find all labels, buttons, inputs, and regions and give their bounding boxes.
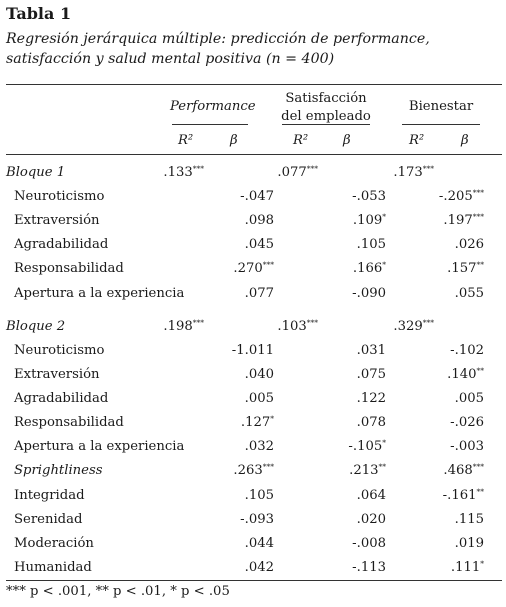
beta-value-text: -.008: [352, 536, 386, 551]
row-label: [14, 415, 124, 431]
beta-value: [439, 189, 484, 205]
group-rule-bienestar: [402, 124, 480, 125]
group-header-performance: Performance: [170, 99, 256, 114]
significance-mark: *: [382, 438, 386, 447]
row-label: [14, 213, 100, 229]
beta-value-text: .122: [356, 391, 386, 406]
beta-value: [348, 439, 386, 455]
r2-value-text: .198: [163, 319, 193, 334]
r2-header: R²: [293, 133, 309, 148]
beta-value: [352, 560, 386, 576]
r2-value: [277, 319, 318, 335]
row-label-text: Extraversión: [14, 367, 100, 382]
significance-mark: **: [476, 260, 484, 269]
significance-mark: ***: [262, 462, 274, 471]
row-label: [14, 261, 124, 277]
row-label: [14, 189, 104, 205]
beta-value-text: .055: [454, 286, 484, 301]
beta-value: [357, 367, 386, 383]
block-label-text: Bloque 2: [6, 319, 66, 334]
r2-value: [163, 319, 204, 335]
significance-mark: ***: [422, 164, 434, 173]
row-label-text: Apertura a la experiencia: [14, 286, 185, 301]
beta-value: [450, 439, 484, 455]
beta-value-text: .111: [450, 560, 481, 575]
beta-value: [443, 213, 484, 229]
beta-value-text: -.026: [450, 415, 484, 430]
beta-value: [357, 391, 386, 407]
beta-value: [245, 286, 274, 302]
r2-value-text: .077: [277, 165, 307, 180]
beta-value-text: .213: [349, 463, 379, 478]
beta-value: [352, 536, 386, 552]
beta-value: [447, 261, 484, 277]
beta-value-text: .109: [352, 213, 383, 228]
beta-value-text: .078: [356, 415, 386, 430]
r2-header: R²: [409, 133, 425, 148]
row-label: [14, 286, 184, 302]
row-label: [14, 463, 103, 479]
beta-value-text: .197: [443, 213, 473, 228]
row-label: [14, 439, 184, 455]
beta-value: [245, 560, 274, 576]
beta-value: [353, 261, 386, 277]
row-label-text: Integridad: [14, 488, 85, 503]
row-label-text: Extraversión: [14, 213, 100, 228]
row-label-text: Apertura a la experiencia: [14, 439, 185, 454]
row-label: [14, 343, 104, 359]
beta-value: [357, 512, 386, 528]
beta-value: [349, 463, 386, 479]
row-label: [14, 391, 108, 407]
table-caption: Regresión jerárquica múltiple: predicción de performance, satisfacción y salud mental positiva (n = 400): [6, 31, 430, 67]
top-rule: [6, 84, 502, 85]
beta-value: [240, 512, 274, 528]
group-header-satisfaccion: Satisfacción del empleado: [281, 91, 371, 124]
beta-value-text: .105: [244, 488, 274, 503]
beta-value-text: -.113: [352, 560, 386, 575]
beta-value: [233, 261, 274, 277]
row-label-text: Agradabilidad: [14, 237, 109, 252]
beta-value-text: .468: [443, 463, 473, 478]
bottom-rule: [6, 580, 502, 581]
significance-mark: ***: [192, 318, 204, 327]
beta-value: [455, 536, 484, 552]
beta-value-text: -.003: [450, 439, 484, 454]
beta-value-text: .105: [356, 237, 386, 252]
significance-mark: *: [480, 559, 484, 568]
beta-value-text: .031: [356, 343, 386, 358]
beta-value-text: -.090: [352, 286, 386, 301]
beta-value: [353, 213, 386, 229]
beta-value-text: -.102: [450, 343, 484, 358]
r2-value: [163, 165, 204, 181]
row-label: [14, 512, 82, 528]
beta-value: [245, 488, 274, 504]
beta-value: [455, 286, 484, 302]
beta-value: [443, 463, 484, 479]
table-label: Tabla 1: [6, 4, 72, 23]
significance-mark: ***: [306, 318, 318, 327]
r2-value-text: .329: [393, 319, 423, 334]
beta-value-text: -.161: [442, 488, 477, 503]
header-rule: [6, 154, 502, 155]
beta-value-text: .098: [244, 213, 274, 228]
beta-value-text: -.047: [240, 189, 274, 204]
beta-value-text: -.105: [348, 439, 383, 454]
beta-value-text: .077: [244, 286, 274, 301]
beta-value: [357, 415, 386, 431]
r2-value: [393, 319, 434, 335]
r2-value-text: .173: [393, 165, 423, 180]
group-header-bienestar: Bienestar: [408, 99, 474, 114]
block-label-text: Bloque 1: [6, 165, 66, 180]
table-footnote: [6, 584, 230, 599]
beta-value-text: .040: [244, 367, 274, 382]
group-rule-satisfaccion: [282, 124, 370, 125]
beta-value: [357, 343, 386, 359]
beta-value: [245, 213, 274, 229]
r2-value-text: .103: [277, 319, 307, 334]
beta-value-text: .270: [233, 261, 263, 276]
beta-value: [443, 488, 484, 504]
row-label-text: Responsabilidad: [14, 261, 124, 276]
beta-value-text: .026: [454, 237, 484, 252]
row-label: [14, 237, 108, 253]
row-label-text: Serenidad: [14, 512, 83, 527]
significance-mark: ***: [192, 164, 204, 173]
row-label-text: Neuroticismo: [14, 189, 105, 204]
group-rule-performance: [172, 124, 248, 125]
beta-value: [245, 367, 274, 383]
significance-mark: *: [382, 212, 386, 221]
row-label: [14, 536, 94, 552]
row-label-text: Responsabilidad: [14, 415, 124, 430]
significance-mark: ***: [306, 164, 318, 173]
row-label: [14, 488, 85, 504]
significance-mark: *: [270, 414, 274, 423]
beta-value: [450, 415, 484, 431]
beta-value-text: .115: [454, 512, 484, 527]
significance-mark: ***: [262, 260, 274, 269]
beta-value-text: .042: [244, 560, 274, 575]
beta-value-text: .140: [447, 367, 477, 382]
beta-value: [455, 237, 484, 253]
row-label-text: Sprightliness: [14, 463, 103, 478]
beta-value: [241, 415, 274, 431]
beta-value-text: .166: [352, 261, 383, 276]
r2-value-text: .133: [163, 165, 193, 180]
row-label-text: Neuroticismo: [14, 343, 105, 358]
r2-header: R²: [178, 133, 194, 148]
beta-value-text: .045: [244, 237, 274, 252]
row-label-text: Humanidad: [14, 560, 92, 575]
beta-value-text: .019: [454, 536, 484, 551]
beta-value-text: .064: [356, 488, 386, 503]
beta-value-text: -.053: [352, 189, 386, 204]
beta-value: [245, 237, 274, 253]
beta-value-text: .032: [244, 439, 274, 454]
beta-value: [240, 189, 274, 205]
beta-value-text: .157: [447, 261, 477, 276]
r2-value: [277, 165, 318, 181]
significance-mark: ***: [422, 318, 434, 327]
beta-value: [352, 286, 386, 302]
beta-value: [357, 237, 386, 253]
beta-value: [450, 343, 484, 359]
beta-value: [447, 367, 484, 383]
beta-value: [352, 189, 386, 205]
significance-mark: ***: [472, 188, 484, 197]
significance-mark: ***: [472, 462, 484, 471]
beta-value-text: .005: [454, 391, 484, 406]
beta-value-text: .127: [240, 415, 271, 430]
block-label: [6, 165, 65, 181]
beta-value: [357, 488, 386, 504]
beta-header: β: [343, 133, 351, 148]
beta-value-text: -.093: [240, 512, 274, 527]
beta-value-text: -1.011: [231, 343, 274, 358]
beta-value-text: .044: [244, 536, 274, 551]
beta-value-text: -.205: [438, 189, 473, 204]
footnote-text: *** p < .001, ** p < .01, * p < .05: [6, 584, 230, 599]
beta-header: β: [230, 133, 238, 148]
row-label-text: Agradabilidad: [14, 391, 109, 406]
beta-value-text: .075: [356, 367, 386, 382]
beta-value: [455, 391, 484, 407]
significance-mark: **: [476, 366, 484, 375]
beta-value: [455, 512, 484, 528]
beta-value: [245, 536, 274, 552]
beta-value: [233, 463, 274, 479]
r2-value: [393, 165, 434, 181]
row-label: [14, 367, 100, 383]
row-label: [14, 560, 92, 576]
row-label-text: Moderación: [14, 536, 94, 551]
block-label: [6, 319, 65, 335]
significance-mark: **: [378, 462, 386, 471]
beta-value-text: .263: [233, 463, 263, 478]
beta-value: [245, 439, 274, 455]
beta-value: [245, 391, 274, 407]
beta-value-text: .005: [244, 391, 274, 406]
beta-value-text: .020: [356, 512, 386, 527]
beta-header: β: [461, 133, 469, 148]
beta-value: [232, 343, 274, 359]
significance-mark: **: [476, 487, 484, 496]
significance-mark: ***: [472, 212, 484, 221]
beta-value: [451, 560, 484, 576]
significance-mark: *: [382, 260, 386, 269]
